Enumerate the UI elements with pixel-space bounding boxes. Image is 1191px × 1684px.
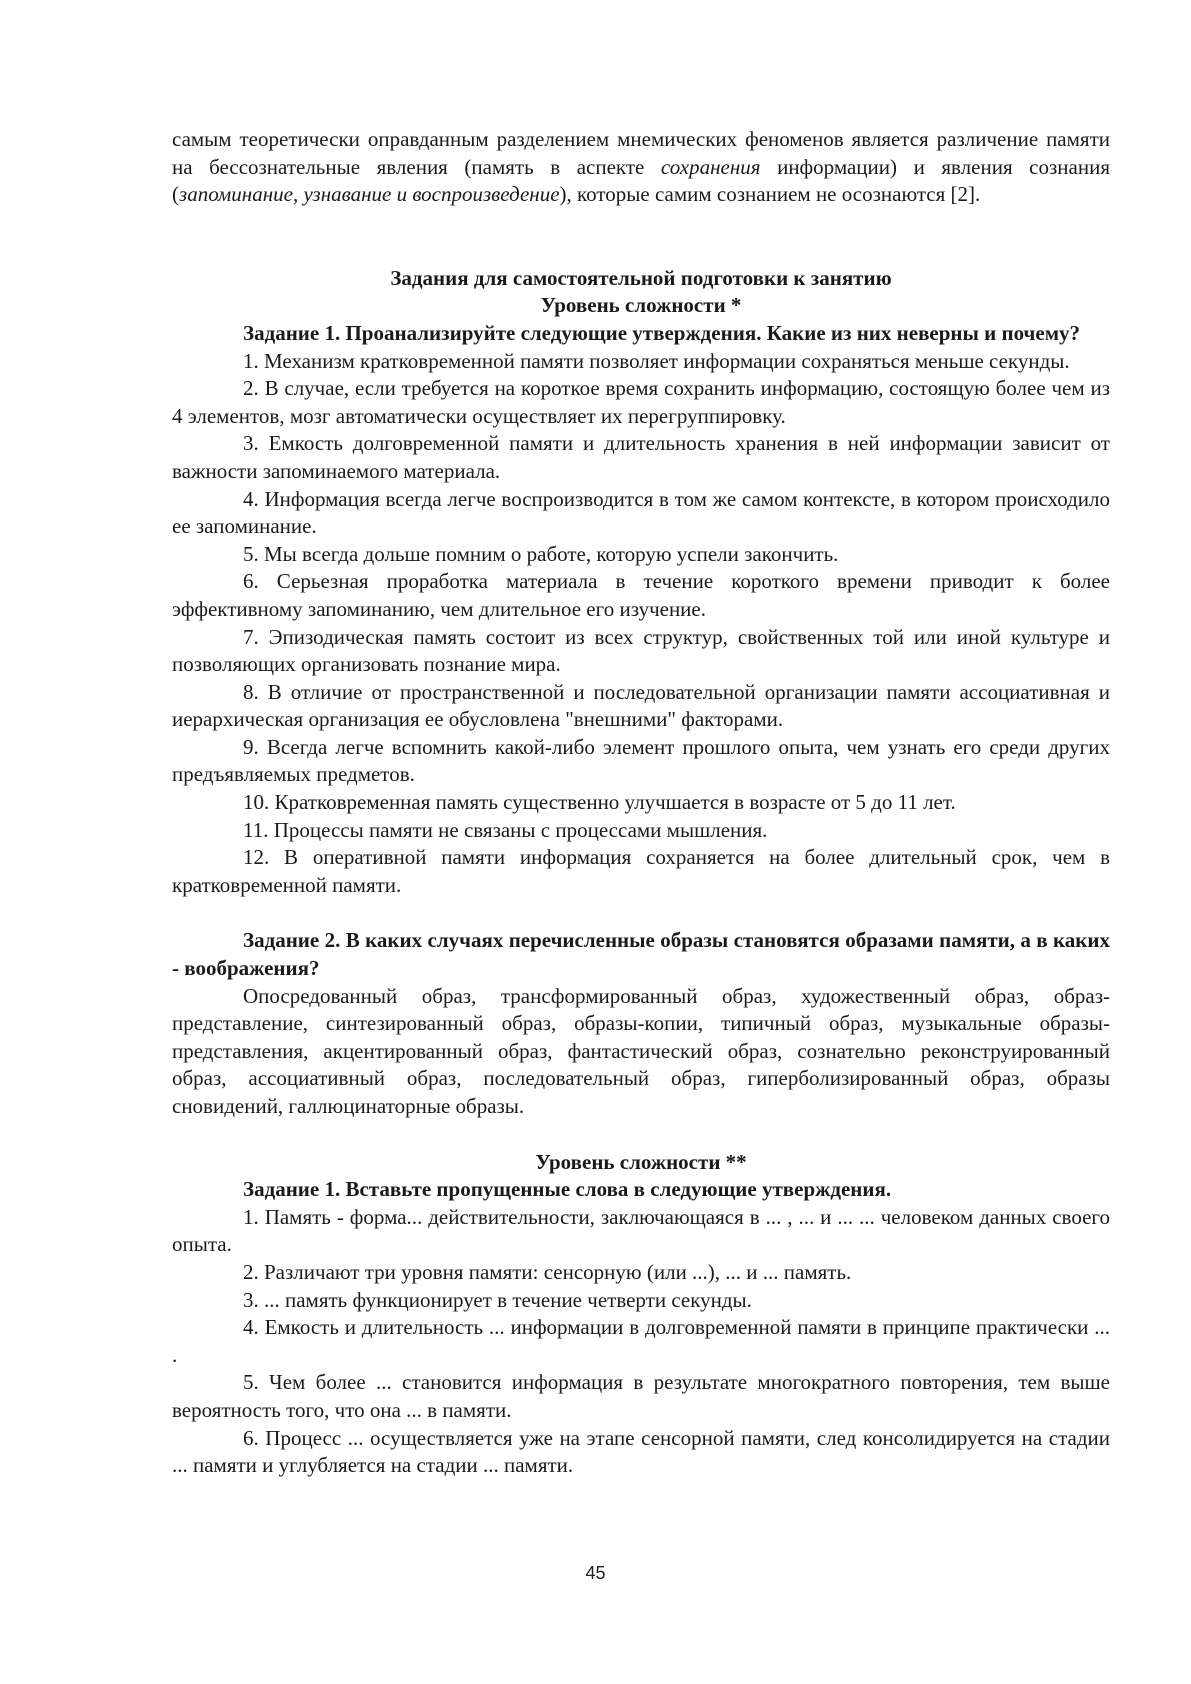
- page-number: 45: [585, 1563, 606, 1583]
- list-item: 6. Процесс ... осуществляется уже на этапе сенсорной памяти, след консолидируется на стадии ... памяти и углубляется на стадии ... памяти.: [172, 1425, 1110, 1478]
- level2-title: Уровень сложности **: [535, 1149, 747, 1174]
- intro-paragraph: [172, 126, 1110, 209]
- list-item: 3. ... память функционирует в течение четверти секунды.: [243, 1287, 752, 1312]
- spacer: [172, 899, 1110, 927]
- list-item: 12. В оперативной памяти информация сохраняется на более длительный срок, чем в кратковременной памяти.: [172, 845, 1110, 897]
- list-item: 1. Память - форма... действительности, заключающаяся в ... , ... и ... ... человеком данных своего опыта.: [172, 1204, 1110, 1257]
- level1-title: Уровень сложности *: [540, 293, 742, 318]
- level1-task1-list: [172, 348, 1110, 900]
- intro-text-3: ), которые самим сознанием не осознаются [2].: [559, 182, 981, 207]
- intro-italic-1: сохранения: [660, 154, 761, 179]
- list-item: 2. Различают три уровня памяти: сенсорную (или ...), ... и ... память.: [243, 1259, 852, 1284]
- list-item: 6. Серьезная проработка материала в течение короткого времени приводит к более эффективному запоминанию, чем длительное его изучение.: [172, 569, 1110, 621]
- spacer: [172, 209, 1110, 265]
- list-item: 5. Мы всегда дольше помним о работе, которую успели закончить.: [243, 541, 839, 566]
- list-item: 7. Эпизодическая память состоит из всех структур, свойственных той или иной культуре и позволяющих организовать познание мира.: [172, 624, 1110, 677]
- intro-italic-2: запоминание, узнавание и воспроизведение: [179, 182, 560, 207]
- list-item: 8. В отличие от пространственной и последовательной организации памяти ассоциативная и иерархическая организация ее обусловлена "внешними" факторами.: [172, 679, 1110, 732]
- section-title: Задания для самостоятельной подготовки к занятию: [390, 265, 892, 290]
- level1-task2-text: Опосредованный образ, трансформированный образ, художественный образ, образ-представление, синтезированный образ, образы-копии, типичный образ, музыкальные образы-представления, акцентированный образ, фантастический образ, сознательно реконструированный образ, ассоциативный образ, последовательный образ, гиперболизированный образ, образы сновидений, галлюцинаторные образы.: [172, 983, 1110, 1118]
- list-item: 4. Информация всегда легче воспроизводится в том же самом контексте, в котором происходило ее запоминание.: [172, 486, 1110, 539]
- level2-task1-list: [172, 1204, 1110, 1480]
- list-item: 4. Емкость и длительность ... информации в долговременной памяти в принципе практически ... .: [172, 1315, 1110, 1367]
- spacer: [172, 1121, 1110, 1149]
- list-item: 11. Процессы памяти не связаны с процессами мышления.: [243, 817, 768, 842]
- list-item: 2. В случае, если требуется на короткое время сохранить информацию, состоящую более чем из 4 элементов, мозг автоматически осуществляет их перегруппировку.: [172, 376, 1110, 428]
- intro-text-1: самым теоретически оправданным разделением мнемических феноменов является различение памяти на бессознательные явления (память в аспекте: [172, 127, 1110, 179]
- level1-task1-title: Задание 1. Проанализируйте следующие утверждения. Какие из них неверны и почему?: [243, 320, 1081, 345]
- intro-text-2: информации) и явления сознания (: [172, 154, 1110, 207]
- list-item: 9. Всегда легче вспомнить какой-либо элемент прошлого опыта, чем узнать его среди других предъявляемых предметов.: [172, 734, 1110, 787]
- list-item: 10. Кратковременная память существенно улучшается в возрасте от 5 до 11 лет.: [243, 790, 956, 815]
- list-item: 3. Емкость долговременной памяти и длительность хранения в ней информации зависит от важности запоминаемого материала.: [172, 431, 1110, 483]
- level2-task1-title: Задание 1. Вставьте пропущенные слова в следующие утверждения.: [243, 1177, 892, 1202]
- level1-task2-title: Задание 2. В каких случаях перечисленные образы становятся образами памяти, а в каких - воображения?: [172, 928, 1110, 981]
- list-item: 1. Механизм кратковременной памяти позволяет информации сохраняться меньше секунды.: [243, 348, 1070, 373]
- list-item: 5. Чем более ... становится информация в результате многократного повторения, тем выше вероятность того, что она ... в памяти.: [172, 1370, 1110, 1422]
- document-page: [172, 126, 1110, 1480]
